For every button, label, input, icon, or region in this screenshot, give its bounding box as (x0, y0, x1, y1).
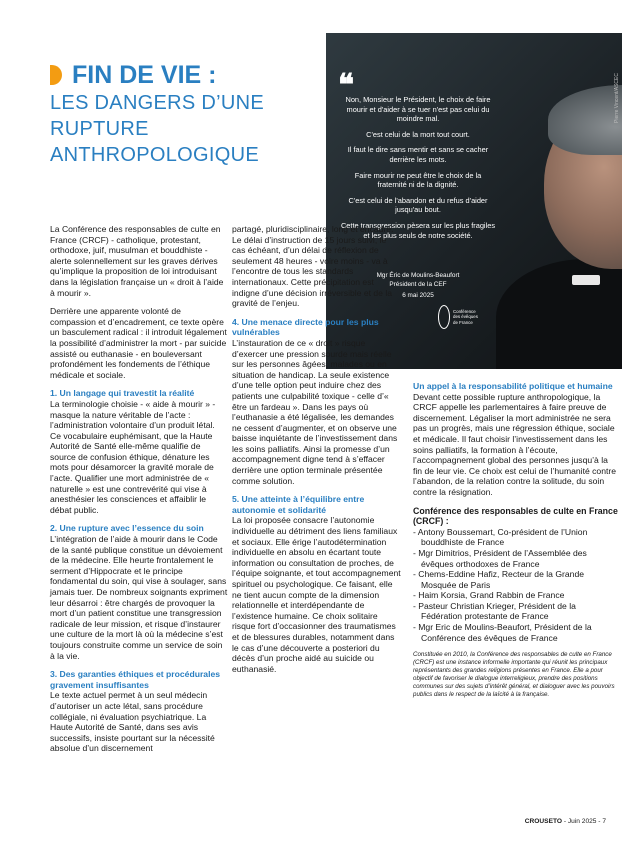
list-item: - Antony Boussemart, Co-président de l’Union bouddhiste de France (413, 526, 588, 548)
signature-role: Président de la CEF (389, 281, 447, 288)
list-item: - Pasteur Christian Krieger, Président de la Fédération protestante de France (413, 600, 576, 622)
subtitle-line: LES DANGERS D’UNE (50, 92, 265, 114)
logo-line: Conférence (453, 309, 476, 315)
quote-paragraph: Non, Monsieur le Président, le choix de faire mourir et d'aider à se tuer n'est pas celui du moindre mal. (345, 95, 491, 124)
list-item: - Mgr Dimitrios, Président de l’Assemblée des évêques orthodoxes de France (413, 547, 587, 569)
section-heading: 4. Une menace directe pour les plus vulnérables (232, 316, 379, 338)
section-text: L’instauration de ce « droit » risque d’exercer une pression sourde mais réelle sur les personnes âgées, malades ou en situation de handicap. La seule existence d’une telle option peut induire chez des patients une culpabilité toxique - celle d’« être un fardeau ». Dans les pays où l’euthanasie a été légalisée, les demandes ne cessent d’augmenter, et on observe une baisse inquiétante de l’investissement dans les soins palliatifs. Ainsi la promesse d’un accompagnement digne tend à s’effacer derrière une option terminale présentée comme solution. (232, 337, 398, 486)
list-item: - Chems-Eddine Hafiz, Recteur de la Grande Mosquée de Paris (413, 569, 584, 590)
subtitle-line: RUPTURE (50, 118, 149, 140)
cef-logo-text (453, 309, 478, 325)
subtitle-line: ANTHROPOLOGIQUE (50, 144, 259, 166)
quote-date: 6 mai 2025 (402, 292, 434, 299)
quote-paragraph: Faire mourir ne peut être le choix de la fraternité ni de la dignité. (354, 170, 482, 190)
section-heading: 1. Un langage qui travestit la réalité (50, 388, 195, 399)
footer-issue: - Juin 2025 - 7 (562, 818, 606, 825)
list-item: - Haim Korsia, Grand Rabbin de France (413, 590, 565, 601)
section-text: La loi proposée consacre l’autonomie individuelle au détriment des liens familiaux et sociaux. Elle érige l’autodétermination individuelle en absolu en écartant toute information ou consultation de proches, de l’équipe soignante, et tout accompagnement spirituel ou psychologique. Ce faisant, elle ne tient aucun compte de la dimension relationnelle et interdépendante de l’existence humaine. Ce choix solitaire risque fort d’occasionner des traumatismes et de blessures durables, notamment dans le cas d’une découverte a posteriori du décès d’un proche aidé au suicide ou euthanasié. (232, 515, 401, 674)
section-text: L’intégration de l’aide à mourir dans le Code de la santé publique constitue un dévoiement de la médecine. Elle heurte frontalement le serment d’Hippocrate et le principe fondamental du soin, qui vise à soulager, sans jamais tuer. De nombreux soignants expriment leur désarroi : être chargés de provoquer la mort d’un patient constitue une transgression radicale de leur mission, et risque d’instaurer une culture de la mort là où la médecine s’est toujours construite comme un service de soin à la vie. (50, 534, 228, 661)
intro-paragraph: La Conférence des responsables de culte en France (CRCF) - catholique, protestant, orthodoxe, juif, musulman et bouddhiste - alerte solennellement sur les graves dérives qu’implique la proposition de loi introduisant dans la législation française un « droit à l’aide à mourir ». (50, 224, 224, 298)
quote-paragraph: C'est celui de l'abandon et du refus d'aider jusqu'au bout. (348, 195, 488, 215)
section-heading: 3. Des garanties éthiques et procédurales gravement insuffisantes (50, 669, 221, 690)
section-heading: 2. Une rupture avec l’essence du soin (50, 523, 204, 534)
section-text: Le texte actuel permet à un seul médecin d’autoriser un acte létal, sans procédure collégiale, ni évaluation psychiatrique. La Haute Autorité de Santé, dans ses avis successifs, insiste pourtant sur la nécessité absolue d’un discernement (50, 690, 215, 754)
section-heading: 5. Une atteinte à l’équilibre entre autonomie et solidarité (232, 494, 365, 515)
portrait-suit (496, 259, 622, 369)
signature-name: Mgr Éric de Moulins-Beaufort (376, 272, 460, 279)
quote-paragraph: Il faut le dire sans mentir et sans se cacher derrière les mots. (347, 145, 489, 164)
quote-paragraph: Cette transgression pèsera sur les plus fragiles et les plus seuls de notre société. (340, 220, 496, 240)
article-subtitle (50, 90, 310, 168)
portrait-hair (548, 85, 622, 155)
crcf-note: Constituée en 2010, la Conférence des responsables de culte en France (CRCF) est une instance informelle importante qui réunit les principaux représentants des grandes religions présentes en France. Elle a pour objectif de favoriser le dialogue interreligieux, prendre des positions communes sur des sujets d’intérêt général, et dialoguer avec les pouvoirs publics dans le respect de la laïcité à la française. (413, 651, 615, 699)
article-title (50, 62, 310, 88)
quote-mark-icon: ❝ (338, 68, 355, 103)
members-list (413, 527, 619, 644)
title-line-1: FIN DE VIE : (72, 61, 217, 89)
section-text: La terminologie choisie - « aide à mourir » - masque la nature véritable de l’acte : l’administration volontaire d’un produit létal. Ce vocabulaire euphémisant, que la Haute Autorité de Santé elle-même qualifie de source de confusion éthique, dénature les mots pour désamorcer la gravité morale de l’acte. Qualifier une mort administrée de « naturelle » est une contrevérité qui vise à anesthésier les consciences et affaiblir le débat public. (50, 398, 216, 515)
column-1 (50, 224, 228, 762)
footer-brand: CROUSETO (524, 818, 563, 825)
section-text: partagé, pluridisciplinaire, long et encadré. Le délai d’instruction de 15 jours suivi, le cas échéant, d’un délai de réflexion de seulement 48 heures - voire moins - va à l’encontre de tous les standards internationaux. Cette précipitation est indigne d’une décision irréversible et de la gravité de l’enjeu. (232, 224, 394, 309)
portrait-collar (572, 275, 600, 285)
list-item: - Mgr Eric de Moulins-Beaufort, Président de la Conférence des évêques de France (413, 622, 592, 643)
cef-logo (438, 302, 498, 332)
body-paragraph: Derrière une apparente volonté de compassion et d’encadrement, ce texte opère un basculement radical : il introduit légalement la possibilité d’administrer la mort - par suicide assisté ou euthanasie - en bouleversant profondément les fondements de l’éthique médicale et sociale. (50, 306, 227, 380)
members-heading: Conférence des responsables de culte en France (CRCF) : (413, 505, 618, 527)
section-text: Devant cette possible rupture anthropologique, la CRCF appelle les parlementaires à faire preuve de discernement. Légaliser la mort administrée ne sera pas un progrès, mais une régression éthique, sociale et médicale. Il faut choisir l’investissement dans les soins palliatifs, la formation à l’écoute, l’accompagnement global des personnes jusqu’à la fin de leur vie. Ce choix est celui de l’humanité contre l’abandon, de la relation contre la solitude, du soin contre la résignation. (413, 391, 617, 497)
orange-bullet-icon (50, 65, 62, 85)
section-heading: Un appel à la responsabilité politique et humaine (413, 381, 613, 391)
photo-credit: Pierre Vincent/ASCEC (614, 73, 620, 123)
quote-paragraph: C'est celui de la mort tout court. (366, 129, 470, 139)
column-2 (232, 224, 402, 682)
cef-logo-icon (438, 305, 450, 329)
article-header (50, 62, 310, 168)
logo-line: de France (453, 319, 473, 325)
page-footer (525, 818, 606, 825)
column-3 (413, 381, 619, 699)
logo-line: des évêques (453, 314, 478, 320)
